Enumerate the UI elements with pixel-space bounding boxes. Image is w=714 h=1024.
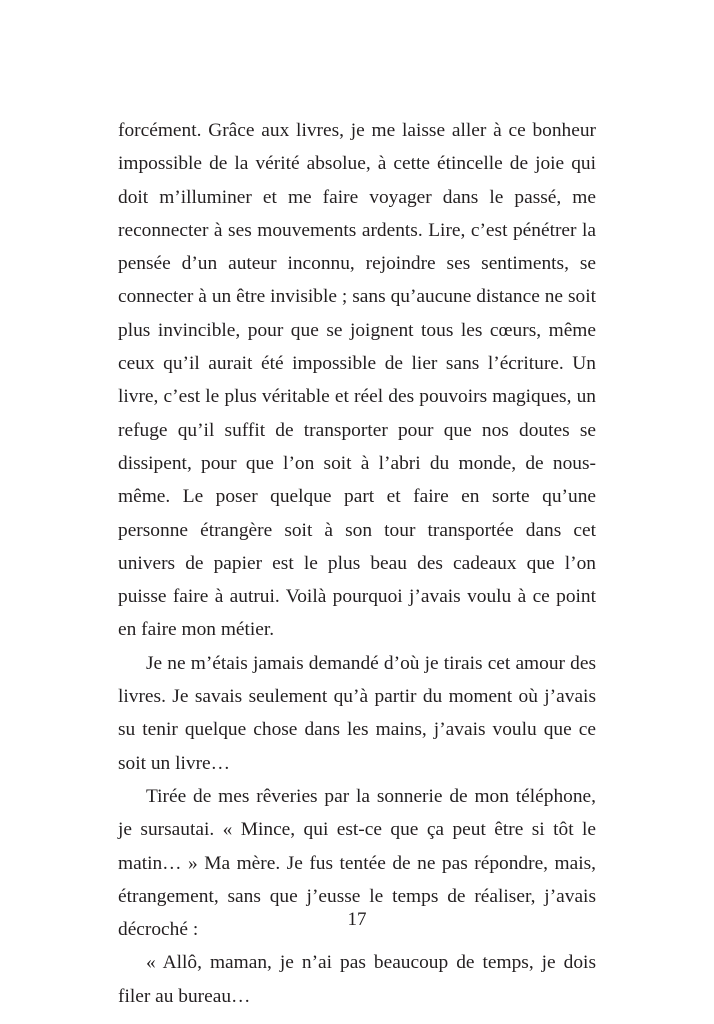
page-number: 17: [347, 909, 367, 930]
body-text: [118, 114, 596, 1013]
paragraph-4: « Allô, maman, je n’ai pas beaucoup de temps, je dois filer au bureau…: [118, 952, 596, 1007]
paragraph-2: Je ne m’étais jamais demandé d’où je tirais cet amour des livres. Je savais seulement qu’à partir du moment où j’avais su tenir quelque chose dans les mains, j’avais voulu que ce soit un livre…: [118, 652, 596, 774]
paragraph-3: Tirée de mes rêveries par la sonnerie de mon téléphone, je sursautai. « Mince, qui est-ce que ça peut être si tôt le matin… » Ma mère. Je fus tentée de ne pas répondre, mais, étrangement, sans que j’eusse le temps de réaliser, j’avais décroché :: [118, 785, 596, 941]
paragraph-1: forcément. Grâce aux livres, je me laisse aller à ce bonheur impossible de la vérité absolue, à cette étincelle de joie qui doit m’illuminer et me faire voyager dans le passé, me reconnecter à ses mouvements ardents. Lire, c’est pénétrer la pensée d’un auteur inconnu, rejoindre ses sentiments, se connecter à un être invisible ; sans qu’aucune distance ne soit plus invincible, pour que se joignent tous les cœurs, même ceux qu’il aurait été impossible de lier sans l’écriture. Un livre, c’est le plus véritable et réel des pouvoirs magiques, un refuge qu’il suffit de transporter pour que nos doutes se dissipent, pour que l’on soit à l’abri du monde, de nous-même. Le poser quelque part et faire en sorte qu’une personne étrangère soit à son tour transportée dans cet univers de papier est le plus beau des cadeaux que l’on puisse faire à autrui. Voilà pourquoi j’avais voulu à ce point en faire mon métier.: [118, 120, 596, 641]
